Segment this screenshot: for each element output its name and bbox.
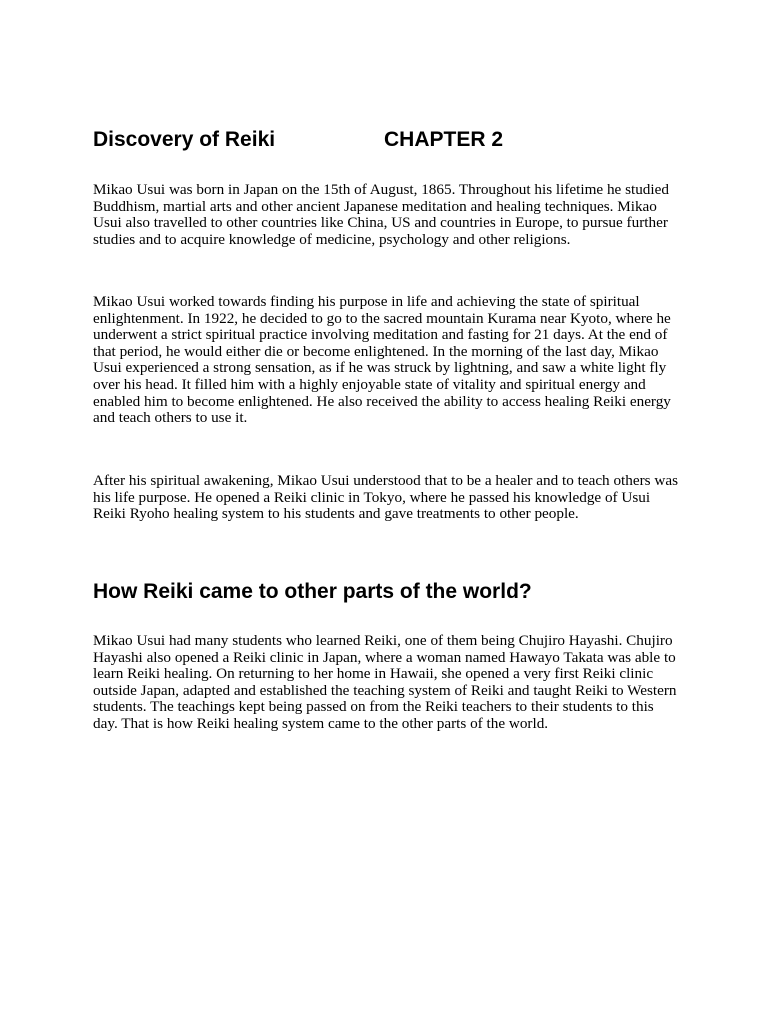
- paragraph-enlightenment: Mikao Usui worked towards finding his purpose in life and achieving the state of spiritual enlightenment. In 1922, he decided to go to the sacred mountain Kurama near Kyoto, where he underwent a strict spiritual practice involving meditation and fasting for 21 days. At the end of that period, he would either die or become enlightened. In the morning of the last day, Mikao Usui experienced a strong sensation, as if he was struck by lightning, and saw a white light fly over his head. It filled him with a highly enjoyable state of vitality and spiritual energy and enabled him to become enlightened. He also received the ability to access healing Reiki energy and teach others to use it.: [93, 293, 671, 427]
- paragraph-clinic: After his spiritual awakening, Mikao Usui understood that to be a healer and to teach others was his life purpose. He opened a Reiki clinic in Tokyo, where he passed his knowledge of Usui Reiki Ryoho healing system to his students and gave treatments to other people.: [93, 472, 678, 523]
- chapter-label: CHAPTER 2: [384, 128, 504, 151]
- chapter-heading: [93, 125, 678, 155]
- paragraph-spread: Mikao Usui had many students who learned Reiki, one of them being Chujiro Hayashi. Chujiro Hayashi also opened a Reiki clinic in Japan, where a woman named Hawayo Takata was able to learn Reiki healing. On returning to her home in Hawaii, she opened a very first Reiki clinic outside Japan, adapted and established the teaching system of Reiki and taught Reiki to Western students. The teachings kept being passed on from the Reiki teachers to their students to this day. That is how Reiki healing system came to the other parts of the world.: [93, 632, 677, 732]
- paragraph-birth: Mikao Usui was born in Japan on the 15th of August, 1865. Throughout his lifetime he studied Buddhism, martial arts and other ancient Japanese meditation and healing techniques. Mikao Usui also travelled to other countries like China, US and countries in Europe, to pursue further studies and to acquire knowledge of medicine, psychology and other religions.: [93, 181, 669, 248]
- section-heading: How Reiki came to other parts of the world?: [93, 580, 532, 603]
- page-title: Discovery of Reiki: [93, 128, 276, 151]
